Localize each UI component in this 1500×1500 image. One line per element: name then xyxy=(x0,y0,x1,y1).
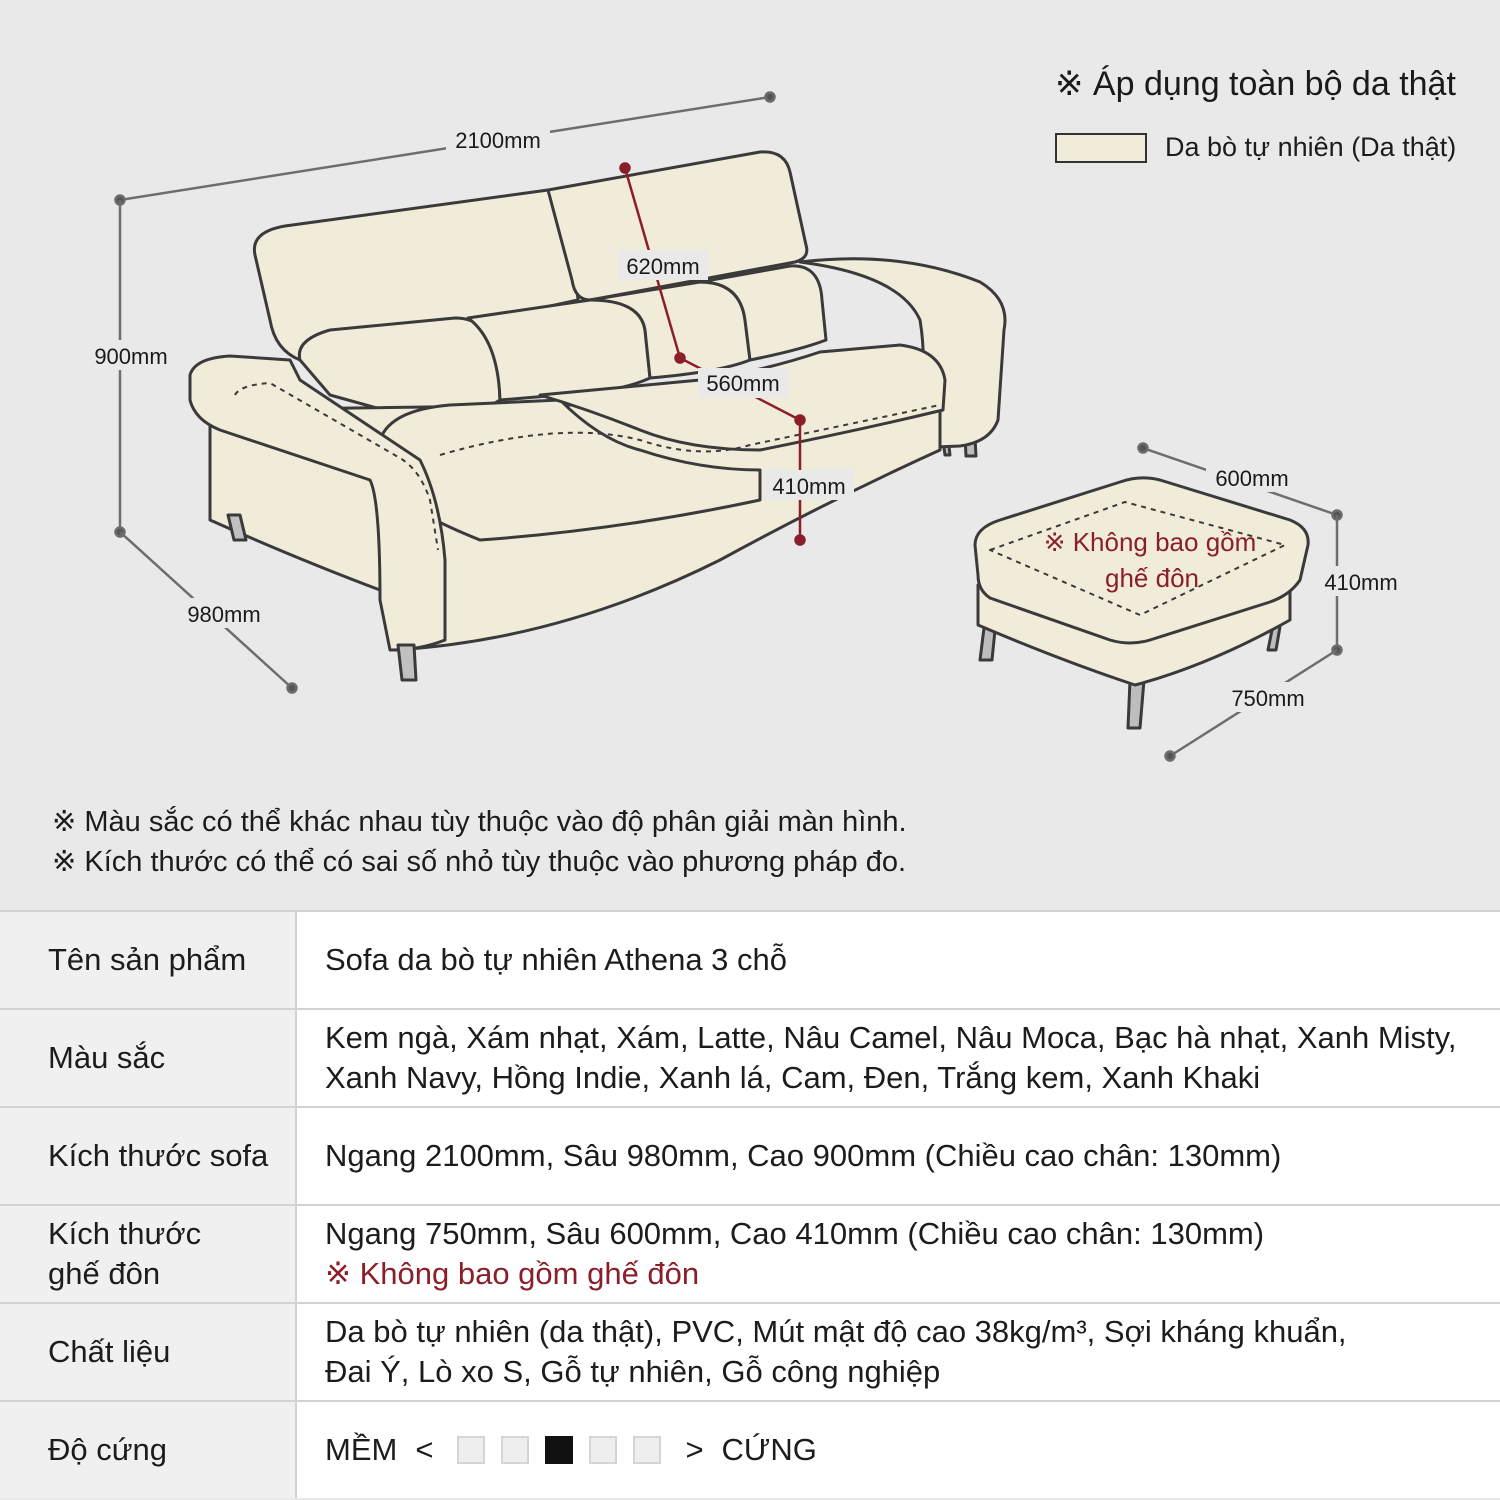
firmness-greater-than: > xyxy=(685,1432,704,1467)
spec-key: Kích thước sofa xyxy=(0,1107,296,1205)
material-line1: Da bò tự nhiên (da thật), PVC, Mút mật độ cao 38kg/m³, Sợi kháng khuẩn, xyxy=(325,1314,1347,1349)
ottoman-depth-label: 600mm xyxy=(1215,466,1289,491)
spec-row-ottoman-size xyxy=(0,1205,1500,1303)
sofa-height-label: 900mm xyxy=(94,344,168,369)
spec-value: Ngang 2100mm, Sâu 980mm, Cao 900mm (Chiều cao chân: 130mm) xyxy=(296,1107,1500,1205)
firmness-boxes xyxy=(449,1436,669,1464)
spec-row-name xyxy=(0,911,1500,1009)
spec-key: Chất liệu xyxy=(0,1303,296,1401)
spec-table xyxy=(0,910,1500,1498)
seat-depth-label: 560mm xyxy=(706,371,780,396)
ottoman-note-line2: ghế đôn xyxy=(1105,563,1199,593)
legend-swatch-label: Da bò tự nhiên (Da thật) xyxy=(1165,132,1457,162)
firmness-level-box xyxy=(501,1436,529,1464)
sofa-width-label: 2100mm xyxy=(455,128,541,153)
disclaimer-notes xyxy=(52,802,907,882)
firmness-level-box xyxy=(545,1436,573,1464)
ottoman-key-line1: Kích thước xyxy=(48,1216,202,1251)
firmness-level-box xyxy=(589,1436,617,1464)
legend-title: ※ Áp dụng toàn bộ da thật xyxy=(1055,65,1456,103)
ottoman-note-line1: ※ Không bao gồm xyxy=(1043,527,1257,557)
firmness-soft-label: MỀM xyxy=(325,1432,398,1467)
ottoman-width-label: 750mm xyxy=(1231,686,1305,711)
firmness-less-than: < xyxy=(415,1432,434,1467)
ottoman-height-label: 410mm xyxy=(1324,570,1398,595)
ottoman-excluded-note: ※ Không bao gồm ghế đôn xyxy=(325,1256,700,1291)
spec-value xyxy=(296,1401,1500,1498)
material-line2: Đai Ý, Lò xo S, Gỗ tự nhiên, Gỗ công nghiệp xyxy=(325,1354,941,1389)
firmness-scale xyxy=(325,1430,1480,1470)
spec-row-colors xyxy=(0,1009,1500,1107)
colors-line1: Kem ngà, Xám nhạt, Xám, Latte, Nâu Camel, Nâu Moca, Bạc hà nhạt, Xanh Misty, xyxy=(325,1020,1457,1055)
spec-value xyxy=(296,1205,1500,1303)
ottoman-size-value: Ngang 750mm, Sâu 600mm, Cao 410mm (Chiều cao chân: 130mm) xyxy=(325,1216,1265,1251)
colors-line2: Xanh Navy, Hồng Indie, Xanh lá, Cam, Đen, Trắng kem, Xanh Khaki xyxy=(325,1060,1261,1095)
firmness-level-box xyxy=(633,1436,661,1464)
spec-key: Độ cứng xyxy=(0,1401,296,1498)
seat-height-label: 410mm xyxy=(772,474,846,499)
spec-value: Sofa da bò tự nhiên Athena 3 chỗ xyxy=(296,911,1500,1009)
spec-value xyxy=(296,1009,1500,1107)
spec-key: Tên sản phẩm xyxy=(0,911,296,1009)
firmness-level-box xyxy=(457,1436,485,1464)
sofa-drawing xyxy=(190,152,1005,680)
spec-row-material xyxy=(0,1303,1500,1401)
spec-row-firmness xyxy=(0,1401,1500,1498)
sofa-depth-label: 980mm xyxy=(187,602,261,627)
note-color: ※ Màu sắc có thể khác nhau tùy thuộc vào độ phân giải màn hình. xyxy=(52,806,907,838)
ottoman-key-line2: ghế đôn xyxy=(48,1256,161,1291)
spec-row-sofa-size xyxy=(0,1107,1500,1205)
note-size: ※ Kích thước có thể có sai số nhỏ tùy thuộc vào phương pháp đo. xyxy=(52,846,907,878)
leather-swatch xyxy=(1055,133,1147,163)
firmness-hard-label: CỨNG xyxy=(721,1432,817,1467)
spec-key xyxy=(0,1205,296,1303)
spec-value xyxy=(296,1303,1500,1401)
spec-key: Màu sắc xyxy=(0,1009,296,1107)
legend-row xyxy=(1055,132,1456,163)
back-height-label: 620mm xyxy=(626,254,700,279)
